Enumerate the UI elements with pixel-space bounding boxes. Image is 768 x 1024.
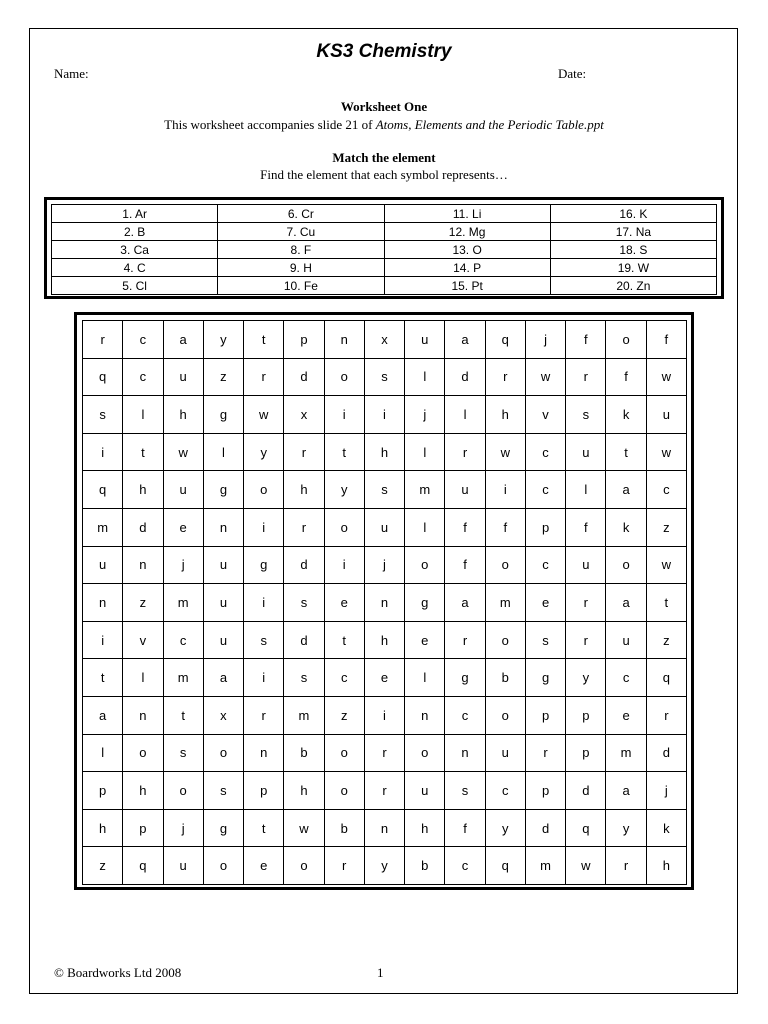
symbol-cell: 2. B xyxy=(52,223,218,241)
wordsearch-box xyxy=(74,312,694,890)
grid-letter: h xyxy=(83,809,123,847)
grid-letter: e xyxy=(606,696,646,734)
grid-letter: d xyxy=(646,734,686,772)
grid-letter: n xyxy=(405,696,445,734)
grid-letter: u xyxy=(163,358,203,396)
grid-letter: g xyxy=(244,546,284,584)
grid-letter: c xyxy=(646,471,686,509)
symbols-table xyxy=(51,204,717,295)
grid-letter: u xyxy=(485,734,525,772)
grid-letter: s xyxy=(364,471,404,509)
grid-letter: o xyxy=(203,734,243,772)
grid-letter: u xyxy=(83,546,123,584)
grid-letter: c xyxy=(606,659,646,697)
grid-letter: b xyxy=(405,847,445,885)
grid-letter: r xyxy=(244,696,284,734)
grid-letter: n xyxy=(244,734,284,772)
grid-letter: u xyxy=(566,546,606,584)
grid-letter: k xyxy=(606,508,646,546)
grid-row xyxy=(83,734,687,772)
grid-letter: r xyxy=(284,508,324,546)
grid-letter: i xyxy=(485,471,525,509)
grid-letter: r xyxy=(566,621,606,659)
grid-letter: h xyxy=(163,396,203,434)
grid-letter: r xyxy=(364,734,404,772)
symbol-cell: 10. Fe xyxy=(218,277,384,295)
grid-letter: y xyxy=(364,847,404,885)
grid-letter: w xyxy=(244,396,284,434)
symbol-cell: 8. F xyxy=(218,241,384,259)
grid-letter: o xyxy=(485,621,525,659)
grid-letter: b xyxy=(284,734,324,772)
grid-letter: g xyxy=(445,659,485,697)
worksheet-description-prefix: This worksheet accompanies slide 21 of xyxy=(164,117,376,132)
grid-letter: r xyxy=(244,358,284,396)
grid-letter: f xyxy=(445,546,485,584)
grid-letter: g xyxy=(203,809,243,847)
grid-letter: q xyxy=(485,847,525,885)
grid-letter: z xyxy=(646,621,686,659)
grid-letter: i xyxy=(244,584,284,622)
grid-letter: h xyxy=(364,433,404,471)
grid-letter: q xyxy=(485,321,525,359)
grid-letter: o xyxy=(203,847,243,885)
grid-letter: t xyxy=(244,809,284,847)
copyright-notice: © Boardworks Ltd 2008 xyxy=(54,965,182,980)
grid-letter: f xyxy=(445,508,485,546)
grid-letter: r xyxy=(646,696,686,734)
grid-letter: m xyxy=(163,659,203,697)
wordsearch-grid xyxy=(82,320,687,885)
grid-letter: z xyxy=(203,358,243,396)
grid-letter: r xyxy=(566,358,606,396)
grid-letter: w xyxy=(485,433,525,471)
grid-letter: h xyxy=(485,396,525,434)
grid-row xyxy=(83,621,687,659)
symbol-cell: 1. Ar xyxy=(52,205,218,223)
grid-letter: n xyxy=(123,696,163,734)
grid-letter: y xyxy=(324,471,364,509)
grid-row xyxy=(83,659,687,697)
grid-letter: f xyxy=(606,358,646,396)
grid-letter: l xyxy=(123,659,163,697)
grid-letter: d xyxy=(566,772,606,810)
grid-letter: o xyxy=(606,546,646,584)
grid-letter: e xyxy=(324,584,364,622)
grid-letter: c xyxy=(525,546,565,584)
grid-letter: y xyxy=(203,321,243,359)
grid-letter: o xyxy=(324,772,364,810)
grid-letter: l xyxy=(405,358,445,396)
grid-letter: g xyxy=(203,471,243,509)
grid-letter: b xyxy=(324,809,364,847)
grid-letter: o xyxy=(123,734,163,772)
grid-letter: i xyxy=(324,396,364,434)
grid-letter: t xyxy=(123,433,163,471)
symbol-cell: 12. Mg xyxy=(384,223,550,241)
grid-letter: f xyxy=(566,321,606,359)
grid-letter: a xyxy=(606,772,646,810)
grid-letter: u xyxy=(163,471,203,509)
grid-letter: t xyxy=(324,433,364,471)
symbol-cell: 20. Zn xyxy=(550,277,716,295)
grid-letter: a xyxy=(445,321,485,359)
grid-letter: o xyxy=(485,546,525,584)
match-description: Find the element that each symbol represents… xyxy=(260,167,508,182)
grid-letter: j xyxy=(163,809,203,847)
grid-letter: m xyxy=(284,696,324,734)
grid-letter: r xyxy=(83,321,123,359)
grid-row xyxy=(83,433,687,471)
symbol-cell: 13. O xyxy=(384,241,550,259)
grid-letter: p xyxy=(83,772,123,810)
grid-letter: u xyxy=(203,584,243,622)
grid-letter: q xyxy=(83,358,123,396)
grid-letter: h xyxy=(123,471,163,509)
grid-letter: w xyxy=(566,847,606,885)
grid-letter: t xyxy=(606,433,646,471)
grid-letter: h xyxy=(405,809,445,847)
grid-letter: s xyxy=(566,396,606,434)
grid-letter: q xyxy=(123,847,163,885)
grid-letter: n xyxy=(123,546,163,584)
grid-letter: x xyxy=(364,321,404,359)
grid-letter: s xyxy=(364,358,404,396)
grid-letter: q xyxy=(646,659,686,697)
grid-letter: s xyxy=(163,734,203,772)
grid-letter: o xyxy=(324,358,364,396)
grid-letter: d xyxy=(284,621,324,659)
grid-row xyxy=(83,358,687,396)
grid-letter: f xyxy=(445,809,485,847)
date-label: Date: xyxy=(558,66,587,81)
grid-letter: s xyxy=(284,584,324,622)
grid-letter: z xyxy=(123,584,163,622)
grid-letter: l xyxy=(405,433,445,471)
grid-letter: u xyxy=(606,621,646,659)
grid-letter: t xyxy=(646,584,686,622)
worksheet-title: Worksheet One xyxy=(340,99,428,114)
grid-letter: h xyxy=(364,621,404,659)
grid-letter: f xyxy=(566,508,606,546)
grid-letter: t xyxy=(83,659,123,697)
grid-letter: s xyxy=(284,659,324,697)
grid-letter: z xyxy=(646,508,686,546)
grid-letter: j xyxy=(163,546,203,584)
grid-letter: d xyxy=(284,358,324,396)
presentation-title: Atoms, Elements and the Periodic Table.ppt xyxy=(375,117,604,132)
grid-letter: p xyxy=(525,696,565,734)
grid-letter: h xyxy=(284,772,324,810)
grid-letter: u xyxy=(405,772,445,810)
grid-letter: r xyxy=(284,433,324,471)
grid-letter: j xyxy=(405,396,445,434)
grid-letter: a xyxy=(203,659,243,697)
symbol-cell: 5. Cl xyxy=(52,277,218,295)
symbols-row xyxy=(52,205,717,223)
grid-letter: t xyxy=(163,696,203,734)
grid-letter: o xyxy=(244,471,284,509)
grid-letter: c xyxy=(485,772,525,810)
grid-letter: w xyxy=(646,358,686,396)
grid-letter: s xyxy=(83,396,123,434)
grid-letter: l xyxy=(405,659,445,697)
grid-letter: g xyxy=(525,659,565,697)
grid-letter: i xyxy=(83,433,123,471)
symbol-cell: 3. Ca xyxy=(52,241,218,259)
grid-letter: i xyxy=(324,546,364,584)
symbol-cell: 14. P xyxy=(384,259,550,277)
grid-letter: t xyxy=(244,321,284,359)
grid-letter: j xyxy=(364,546,404,584)
symbol-cell: 7. Cu xyxy=(218,223,384,241)
symbols-row xyxy=(52,223,717,241)
grid-letter: s xyxy=(525,621,565,659)
grid-letter: g xyxy=(405,584,445,622)
grid-row xyxy=(83,546,687,584)
grid-letter: o xyxy=(405,546,445,584)
symbols-row xyxy=(52,259,717,277)
grid-letter: s xyxy=(203,772,243,810)
grid-letter: q xyxy=(566,809,606,847)
grid-letter: e xyxy=(244,847,284,885)
grid-letter: z xyxy=(83,847,123,885)
grid-letter: l xyxy=(405,508,445,546)
symbol-cell: 9. H xyxy=(218,259,384,277)
grid-letter: c xyxy=(525,433,565,471)
grid-letter: i xyxy=(364,396,404,434)
grid-row xyxy=(83,847,687,885)
grid-letter: c xyxy=(445,847,485,885)
grid-letter: t xyxy=(324,621,364,659)
grid-letter: r xyxy=(566,584,606,622)
grid-letter: h xyxy=(284,471,324,509)
grid-letter: a xyxy=(606,471,646,509)
grid-letter: c xyxy=(163,621,203,659)
grid-letter: r xyxy=(364,772,404,810)
grid-letter: n xyxy=(445,734,485,772)
grid-letter: u xyxy=(646,396,686,434)
symbol-cell: 18. S xyxy=(550,241,716,259)
grid-letter: j xyxy=(646,772,686,810)
grid-letter: m xyxy=(163,584,203,622)
symbol-cell: 17. Na xyxy=(550,223,716,241)
grid-letter: j xyxy=(525,321,565,359)
grid-letter: i xyxy=(364,696,404,734)
grid-letter: p xyxy=(525,772,565,810)
grid-letter: p xyxy=(566,734,606,772)
grid-letter: m xyxy=(405,471,445,509)
worksheet-description xyxy=(0,117,768,133)
grid-letter: o xyxy=(324,734,364,772)
grid-letter: x xyxy=(284,396,324,434)
grid-letter: v xyxy=(525,396,565,434)
symbols-row xyxy=(52,241,717,259)
grid-letter: f xyxy=(646,321,686,359)
grid-letter: p xyxy=(284,321,324,359)
grid-letter: p xyxy=(123,809,163,847)
grid-letter: u xyxy=(203,546,243,584)
grid-letter: q xyxy=(83,471,123,509)
symbol-cell: 15. Pt xyxy=(384,277,550,295)
grid-letter: n xyxy=(364,809,404,847)
grid-letter: e xyxy=(163,508,203,546)
grid-letter: r xyxy=(445,621,485,659)
match-title: Match the element xyxy=(332,150,436,165)
grid-letter: d xyxy=(284,546,324,584)
grid-letter: p xyxy=(525,508,565,546)
grid-letter: z xyxy=(324,696,364,734)
grid-letter: e xyxy=(405,621,445,659)
grid-letter: s xyxy=(244,621,284,659)
page-number: 1 xyxy=(377,965,384,980)
grid-letter: w xyxy=(646,433,686,471)
grid-letter: g xyxy=(203,396,243,434)
grid-letter: u xyxy=(405,321,445,359)
grid-letter: r xyxy=(445,433,485,471)
symbol-cell: 4. C xyxy=(52,259,218,277)
grid-letter: l xyxy=(566,471,606,509)
grid-row xyxy=(83,696,687,734)
grid-letter: h xyxy=(646,847,686,885)
grid-letter: h xyxy=(123,772,163,810)
grid-letter: d xyxy=(525,809,565,847)
grid-letter: u xyxy=(163,847,203,885)
page-title: KS3 Chemistry xyxy=(316,41,452,62)
grid-letter: y xyxy=(606,809,646,847)
grid-letter: k xyxy=(606,396,646,434)
grid-letter: i xyxy=(244,659,284,697)
grid-letter: o xyxy=(284,847,324,885)
grid-row xyxy=(83,772,687,810)
grid-letter: m xyxy=(525,847,565,885)
grid-letter: a xyxy=(163,321,203,359)
grid-letter: u xyxy=(203,621,243,659)
symbol-cell: 19. W xyxy=(550,259,716,277)
grid-letter: u xyxy=(445,471,485,509)
grid-letter: u xyxy=(364,508,404,546)
grid-letter: a xyxy=(83,696,123,734)
grid-letter: o xyxy=(485,696,525,734)
grid-letter: n xyxy=(324,321,364,359)
grid-letter: b xyxy=(485,659,525,697)
symbol-cell: 6. Cr xyxy=(218,205,384,223)
grid-letter: n xyxy=(83,584,123,622)
grid-letter: c xyxy=(525,471,565,509)
grid-letter: e xyxy=(525,584,565,622)
grid-letter: o xyxy=(324,508,364,546)
grid-letter: o xyxy=(606,321,646,359)
grid-letter: i xyxy=(83,621,123,659)
grid-letter: c xyxy=(123,321,163,359)
grid-letter: f xyxy=(485,508,525,546)
grid-row xyxy=(83,396,687,434)
grid-letter: d xyxy=(123,508,163,546)
grid-letter: k xyxy=(646,809,686,847)
grid-row xyxy=(83,584,687,622)
grid-letter: o xyxy=(405,734,445,772)
grid-letter: r xyxy=(324,847,364,885)
grid-letter: a xyxy=(606,584,646,622)
grid-letter: r xyxy=(525,734,565,772)
grid-letter: y xyxy=(244,433,284,471)
grid-letter: e xyxy=(364,659,404,697)
grid-letter: n xyxy=(364,584,404,622)
grid-row xyxy=(83,809,687,847)
grid-letter: o xyxy=(163,772,203,810)
grid-letter: u xyxy=(566,433,606,471)
grid-letter: w xyxy=(163,433,203,471)
grid-letter: y xyxy=(485,809,525,847)
grid-letter: w xyxy=(646,546,686,584)
grid-letter: d xyxy=(445,358,485,396)
grid-letter: w xyxy=(525,358,565,396)
symbols-box xyxy=(44,197,724,299)
grid-letter: s xyxy=(445,772,485,810)
grid-letter: c xyxy=(324,659,364,697)
grid-letter: p xyxy=(566,696,606,734)
grid-letter: l xyxy=(203,433,243,471)
grid-letter: m xyxy=(83,508,123,546)
grid-letter: a xyxy=(445,584,485,622)
grid-row xyxy=(83,321,687,359)
grid-letter: y xyxy=(566,659,606,697)
symbols-row xyxy=(52,277,717,295)
grid-letter: l xyxy=(123,396,163,434)
grid-letter: l xyxy=(445,396,485,434)
grid-letter: l xyxy=(83,734,123,772)
name-label: Name: xyxy=(54,66,89,81)
grid-letter: w xyxy=(284,809,324,847)
grid-letter: n xyxy=(203,508,243,546)
symbol-cell: 16. K xyxy=(550,205,716,223)
grid-letter: x xyxy=(203,696,243,734)
grid-row xyxy=(83,508,687,546)
symbol-cell: 11. Li xyxy=(384,205,550,223)
grid-letter: r xyxy=(485,358,525,396)
grid-letter: v xyxy=(123,621,163,659)
grid-letter: c xyxy=(445,696,485,734)
grid-letter: i xyxy=(244,508,284,546)
grid-letter: c xyxy=(123,358,163,396)
grid-letter: m xyxy=(485,584,525,622)
grid-letter: p xyxy=(244,772,284,810)
grid-letter: r xyxy=(606,847,646,885)
grid-row xyxy=(83,471,687,509)
grid-letter: m xyxy=(606,734,646,772)
